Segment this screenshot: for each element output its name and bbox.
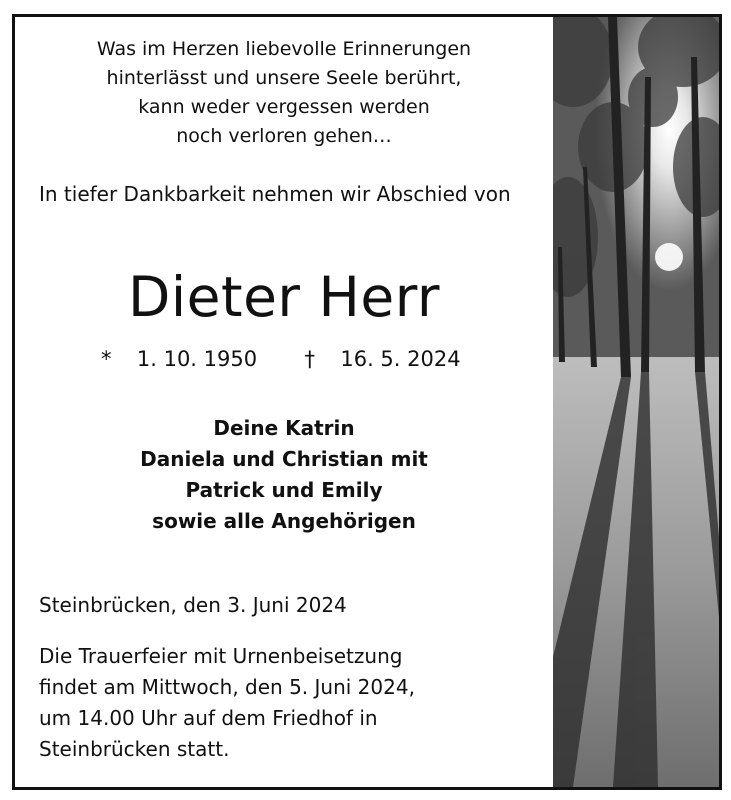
deceased-name: Dieter Herr bbox=[128, 265, 440, 329]
place-date: Steinbrücken, den 3. Juni 2024 bbox=[39, 593, 347, 617]
trees-sunlight-park-icon bbox=[553, 17, 719, 787]
signers bbox=[15, 413, 553, 537]
intro-text: In tiefer Dankbarkeit nehmen wir Abschied von bbox=[39, 182, 511, 206]
trees-sunlight-park-image bbox=[553, 17, 719, 787]
birth-date: 1. 10. 1950 bbox=[136, 347, 258, 371]
signer-line: Patrick und Emily bbox=[185, 478, 383, 502]
obituary-frame bbox=[12, 14, 722, 790]
signer-line: Deine Katrin bbox=[213, 416, 355, 440]
death-symbol: † bbox=[304, 347, 315, 371]
ceremony-line: Die Trauerfeier mit Urnenbeisetzung bbox=[39, 644, 403, 668]
poem-line: kann weder vergessen werden bbox=[138, 96, 430, 118]
poem-line: noch verloren gehen… bbox=[176, 125, 392, 147]
ceremony-line: findet am Mittwoch, den 5. Juni 2024, bbox=[39, 675, 415, 699]
birth-symbol: * bbox=[101, 347, 112, 371]
ceremony-line: Steinbrücken statt. bbox=[39, 737, 230, 761]
signer-line: Daniela und Christian mit bbox=[140, 447, 428, 471]
signer-line: sowie alle Angehörigen bbox=[152, 509, 416, 533]
poem-line: hinterlässt und unsere Seele berührt, bbox=[106, 67, 462, 89]
ceremony-line: um 14.00 Uhr auf dem Friedhof in bbox=[39, 706, 378, 730]
death-date: 16. 5. 2024 bbox=[340, 347, 461, 371]
text-column bbox=[15, 17, 553, 787]
poem bbox=[15, 35, 553, 151]
poem-line: Was im Herzen liebevolle Erinnerungen bbox=[96, 38, 472, 60]
ceremony-info bbox=[39, 641, 539, 765]
life-dates bbox=[101, 347, 461, 371]
